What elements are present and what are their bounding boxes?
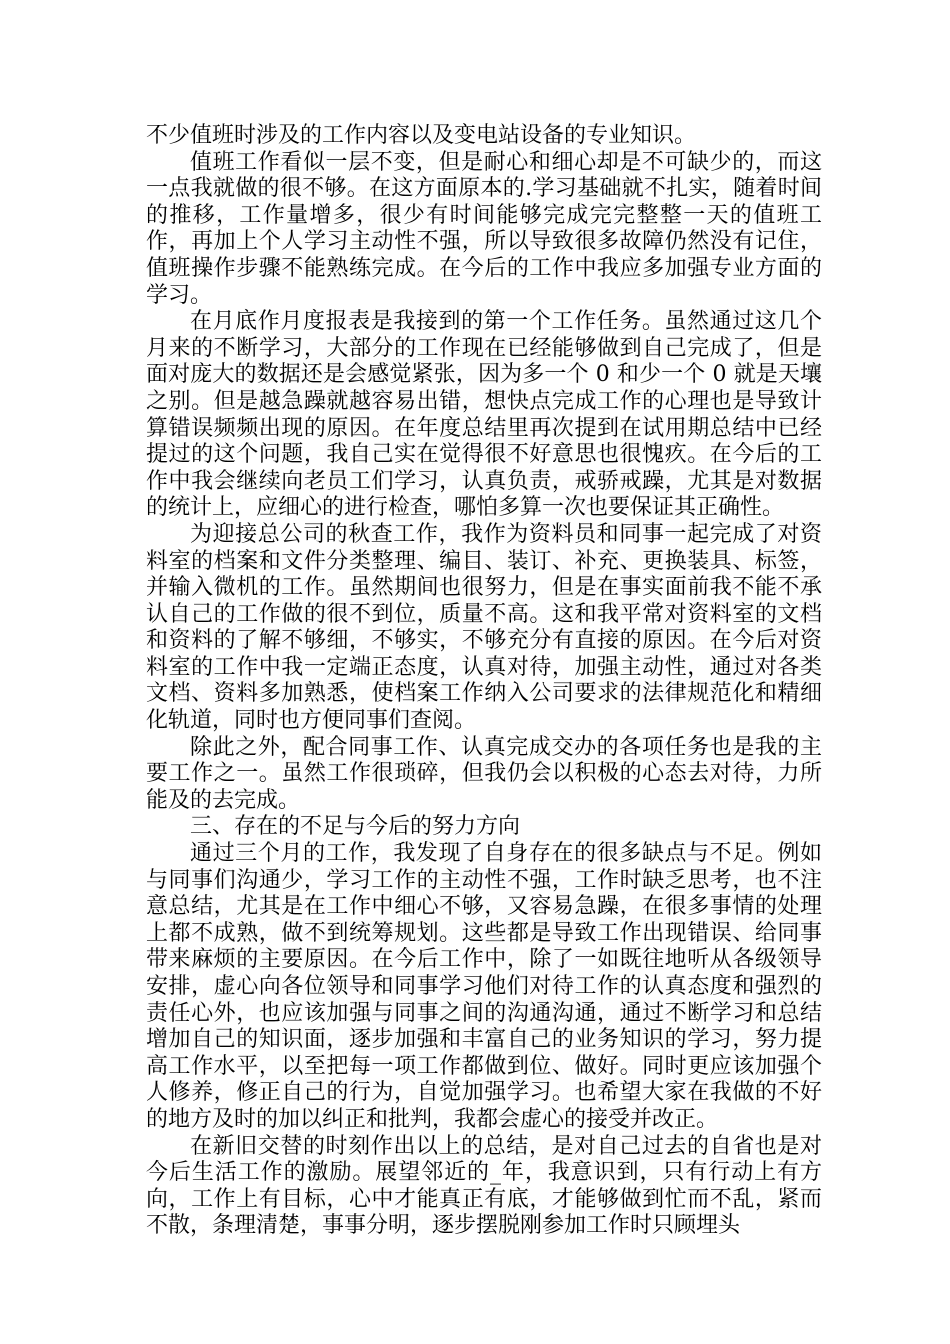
paragraph-continuation: 不少值班时涉及的工作内容以及变电站设备的专业知识。 (146, 123, 697, 148)
paragraph-shortcomings: 通过三个月的工作，我发现了自身存在的很多缺点与不足。例如与同事们沟通少，学习工作的主动性不强，工作时缺乏思考，也不注意总结，尤其是在工作中细心不够，又容易急躁，在很多事情的处理上都不成熟，做不到统筹规划。这些都是导致工作出现错误、给同事带来麻烦的主要原因。在今后工作中，除了一如既往地听从各级领导安排，虚心向各位领导和同事学习他们对待工作的认真态度和强烈的责任心外，也应该加强与同事之间的沟通沟通，通过不断学习和总结增加自己的知识面，逐步加强和丰富自己的业务知识的学习，努力提高工作水平，以至把每一项工作都做到位、做好。同时更应该加强个人修养，修正自己的行为，自觉加强学习。也希望大家在我做的不好的地方及时的加以纠正和批判，我都会虚心的接受并改正。 (146, 841, 822, 1132)
document-body (146, 123, 822, 1240)
section-heading-shortcomings: 三、存在的不足与今后的努力方向 (190, 814, 521, 840)
paragraph-archive-work: 为迎接总公司的秋查工作，我作为资料员和同事一起完成了对资料室的档案和文件分类整理、编目、装订、补充、更换装具、标签，并输入微机的工作。虽然期间也很努力，但是在事实面前我不能不承认自己的工作做的很不到位，质量不高。这和我平常对资料室的文档和资料的了解不够细，不够实，不够充分有直接的原因。在今后对资料室的工作中我一定端正态度，认真对待，加强主动性，通过对各类文档、资料多加熟悉，使档案工作纳入公司要求的法律规范化和精细化轨道，同时也方便同事们查阅。 (146, 521, 822, 734)
paragraph-monthly-report: 在月底作月度报表是我接到的第一个工作任务。虽然通过这几个月来的不断学习，大部分的工作现在已经能够做到自己完成了，但是面对庞大的数据还是会感觉紧张，因为多一个 0 和少一个 0 就是天壤之别。但是越急躁就越容易出错，想快点完成工作的心理也是导致计算错误频频出现的原因。在年度总结里再次提到在试用期总结中已经提过的这个问题，我自己实在觉得很不好意思也很愧疚。在今后的工作中我会继续向老员工们学习，认真负责，戒骄戒躁，尤其是对数据的统计上，应细心的进行检查，哪怕多算一次也要保证其正确性。 (146, 309, 822, 521)
paragraph-duty-work: 值班工作看似一层不变，但是耐心和细心却是不可缺少的，而这一点我就做的很不够。在这方面原本的.学习基础就不扎实，随着时间的推移，工作量增多，很少有时间能够完成完完整整一天的值班工作，再加上个人学习主动性不强，所以导致很多故障仍然没有记住，值班操作步骤不能熟练完成。在今后的工作中我应多加强专业方面的学习。 (146, 149, 822, 308)
paragraph-outlook: 在新旧交替的时刻作出以上的总结，是对自己过去的自省也是对今后生活工作的激励。展望邻近的_年，我意识到，只有行动上有方向，工作上有目标，心中才能真正有底，才能够做到忙而不乱，紧而不散，条理清楚，事事分明，逐步摆脱刚参加工作时只顾埋头 (146, 1133, 822, 1239)
paragraph-assist-colleagues: 除此之外，配合同事工作、认真完成交办的各项任务也是我的主要工作之一。虽然工作很琐碎，但我仍会以积极的心态去对待，力所能及的去完成。 (146, 734, 822, 813)
